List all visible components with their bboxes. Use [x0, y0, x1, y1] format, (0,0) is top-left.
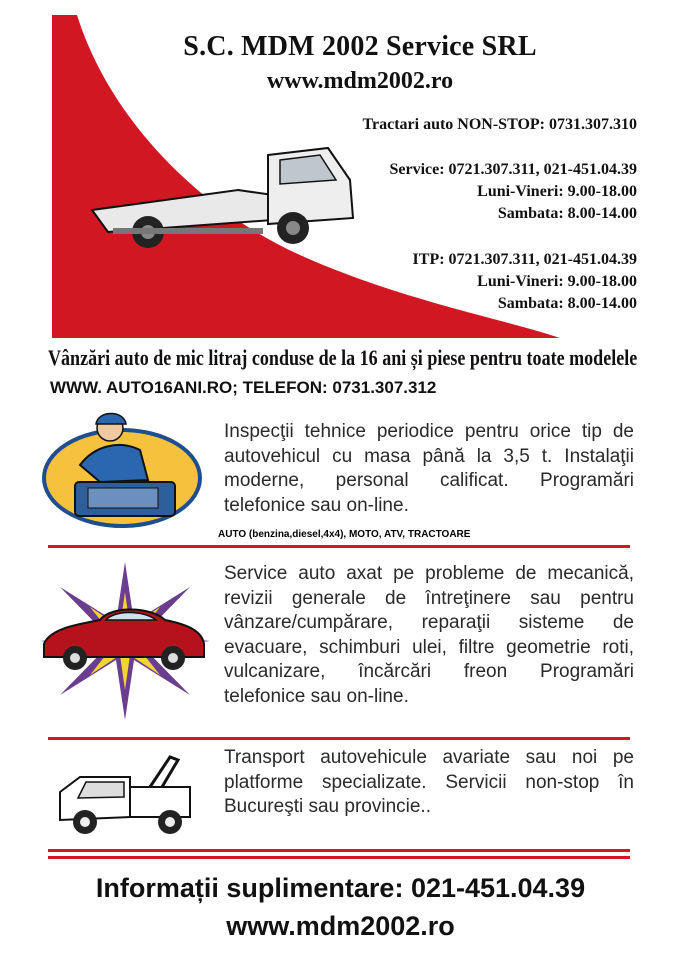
tow-truck-icon — [50, 752, 210, 842]
company-website[interactable]: www.mdm2002.ro — [266, 68, 454, 94]
footer-website[interactable]: www.mdm2002.ro — [226, 911, 455, 941]
divider-3b — [48, 856, 630, 859]
service-description: Service auto axat pe probleme de mecanică, revizii generale de întreţinere sau pentru vânzare/cumpărare, reparaţii sisteme de evacuare, schimburi ulei, filtre geometrie roti, vulcanizare, încărcări freon Programări telefonice sau on-line. — [224, 563, 634, 707]
service-saturday-hours: Sambata: 8.00-14.00 — [497, 205, 637, 222]
itp-saturday-hours: Sambata: 8.00-14.00 — [497, 295, 637, 312]
flatbed-truck-icon — [88, 140, 363, 255]
promo-headline: Vânzări auto de mic litraj conduse de la 16 ani și piese pentru toate modelele — [48, 345, 638, 370]
mechanic-engine-icon — [40, 410, 205, 530]
footer-info-phone: Informații suplimentare: 021-451.04.39 — [95, 873, 586, 903]
promo-web-phone: WWW. AUTO16ANI.RO; TELEFON: 0731.307.312 — [50, 378, 437, 397]
company-name: S.C. MDM 2002 Service SRL — [183, 31, 537, 62]
divider-3a — [48, 849, 630, 852]
divider-1 — [48, 545, 630, 548]
itp-phone: ITP: 0721.307.311, 021-451.04.39 — [412, 251, 637, 268]
towing-contact: Tractari auto NON-STOP: 0731.307.310 — [362, 116, 637, 133]
itp-vehicle-types: AUTO (benzina,diesel,4x4), MOTO, ATV, TRACTOARE — [218, 529, 471, 540]
service-phone: Service: 0721.307.311, 021-451.04.39 — [389, 161, 637, 178]
divider-2 — [48, 737, 630, 740]
classic-car-starburst-icon — [40, 562, 210, 720]
itp-weekday-hours: Luni-Vineri: 9.00-18.00 — [477, 273, 637, 290]
itp-description: Inspecţii tehnice periodice pentru orice tip de autovehicul cu masa până la 3,5 t. Instalaţii moderne, personal calificat. Programări telefonice sau on-line. — [224, 421, 634, 516]
service-weekday-hours: Luni-Vineri: 9.00-18.00 — [477, 183, 637, 200]
transport-description: Transport autovehicule avariate sau noi pe platforme specializate. Servicii non-stop în Bucureşti sau provincie.. — [224, 747, 634, 817]
